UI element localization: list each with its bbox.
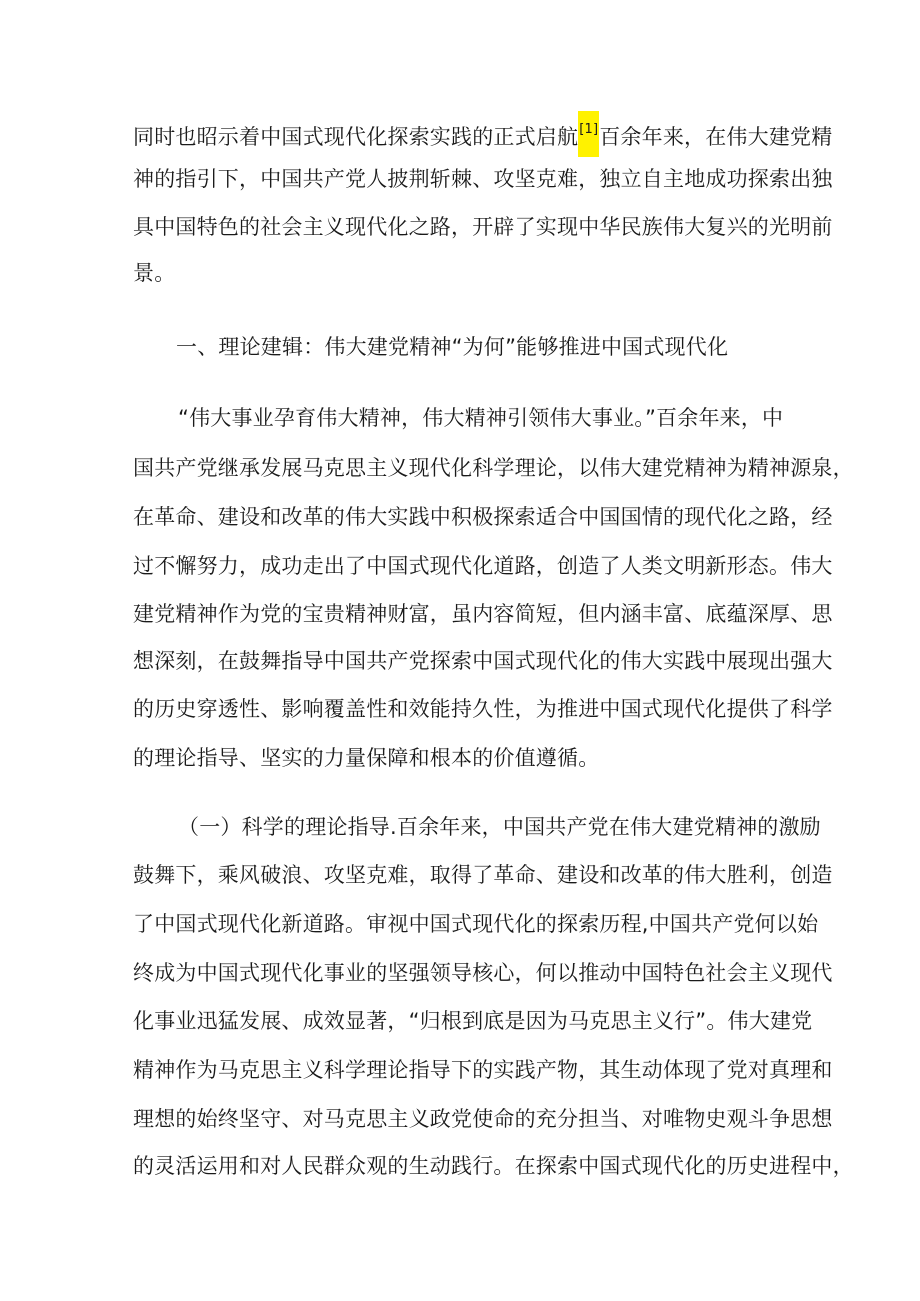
para2-line-2: 鼓舞下，乘风破浪、攻坚克难，取得了革命、建设和改革的伟大胜利，创造	[133, 863, 833, 887]
intro-line-3: 具中国特色的社会主义现代化之路，开辟了实现中华民族伟大复兴的光明前	[133, 215, 833, 239]
para2-line-6: 精神作为马克思主义科学理论指导下的实践产物，其生动体现了党对真理和	[133, 1058, 833, 1082]
para2-line-3: 了中国式现代化新道路。审视中国式现代化的探索历程,中国共产党何以始	[133, 912, 819, 936]
para2-line-8: 的灵活运用和对人民群众观的生动践行。在探索中国式现代化的历史进程中，	[133, 1154, 854, 1178]
para1-line-5: 建党精神作为党的宝贵精神财富，虽内容简短，但内涵丰富、底蕴深厚、思	[133, 602, 833, 626]
para2-line-5: 化事业迅猛发展、成效显著，“归根到底是因为马克思主义行”。伟大建党	[133, 1009, 813, 1033]
para2-line-7: 理想的始终坚守、对马克思主义政党使命的充分担当、对唯物史观斗争思想	[133, 1107, 833, 1131]
para1-line-2: 国共产党继承发展马克思主义现代化科学理论，以伟大建党精神为精神源泉，	[133, 456, 854, 480]
para2-line-1: （一）科学的理论指导.百余年来，中国共产党在伟大建党精神的激励	[178, 815, 821, 839]
intro-text-1b: 百余年来，在伟大建党精	[599, 125, 833, 149]
intro-line-1	[133, 115, 832, 161]
para1-line-3: 在革命、建设和改革的伟大实践中积极探索适合中国国情的现代化之路，经	[133, 505, 833, 529]
section-heading-1: 一、理论建辑：伟大建党精神“为何”能够推进中国式现代化	[176, 335, 729, 359]
para1-line-4: 过不懈努力，成功走出了中国式现代化道路，创造了人类文明新形态。伟大	[133, 554, 833, 578]
intro-line-2: 神的指引下，中国共产党人披荆斩棘、攻坚克难，独立自主地成功探索出独	[133, 167, 833, 191]
footnote-marker[interactable]: [1]	[578, 111, 599, 157]
intro-line-4: 景。	[133, 261, 176, 285]
para2-line-4: 终成为中国式现代化事业的坚强领导核心，何以推动中国特色社会主义现代	[133, 961, 833, 985]
para1-line-1: “伟大事业孕育伟大精神，伟大精神引领伟大事业。”百余年来，中	[178, 406, 784, 430]
para1-line-8: 的理论指导、坚实的力量保障和根本的价值遵循。	[133, 746, 600, 770]
para1-line-6: 想深刻，在鼓舞指导中国共产党探索中国式现代化的伟大实践中展现出强大	[133, 649, 833, 673]
intro-text-1a: 同时也昭示着中国式现代化探索实践的正式启航	[133, 125, 579, 149]
para1-line-7: 的历史穿透性、影响覆盖性和效能持久性，为推进中国式现代化提供了科学	[133, 697, 833, 721]
